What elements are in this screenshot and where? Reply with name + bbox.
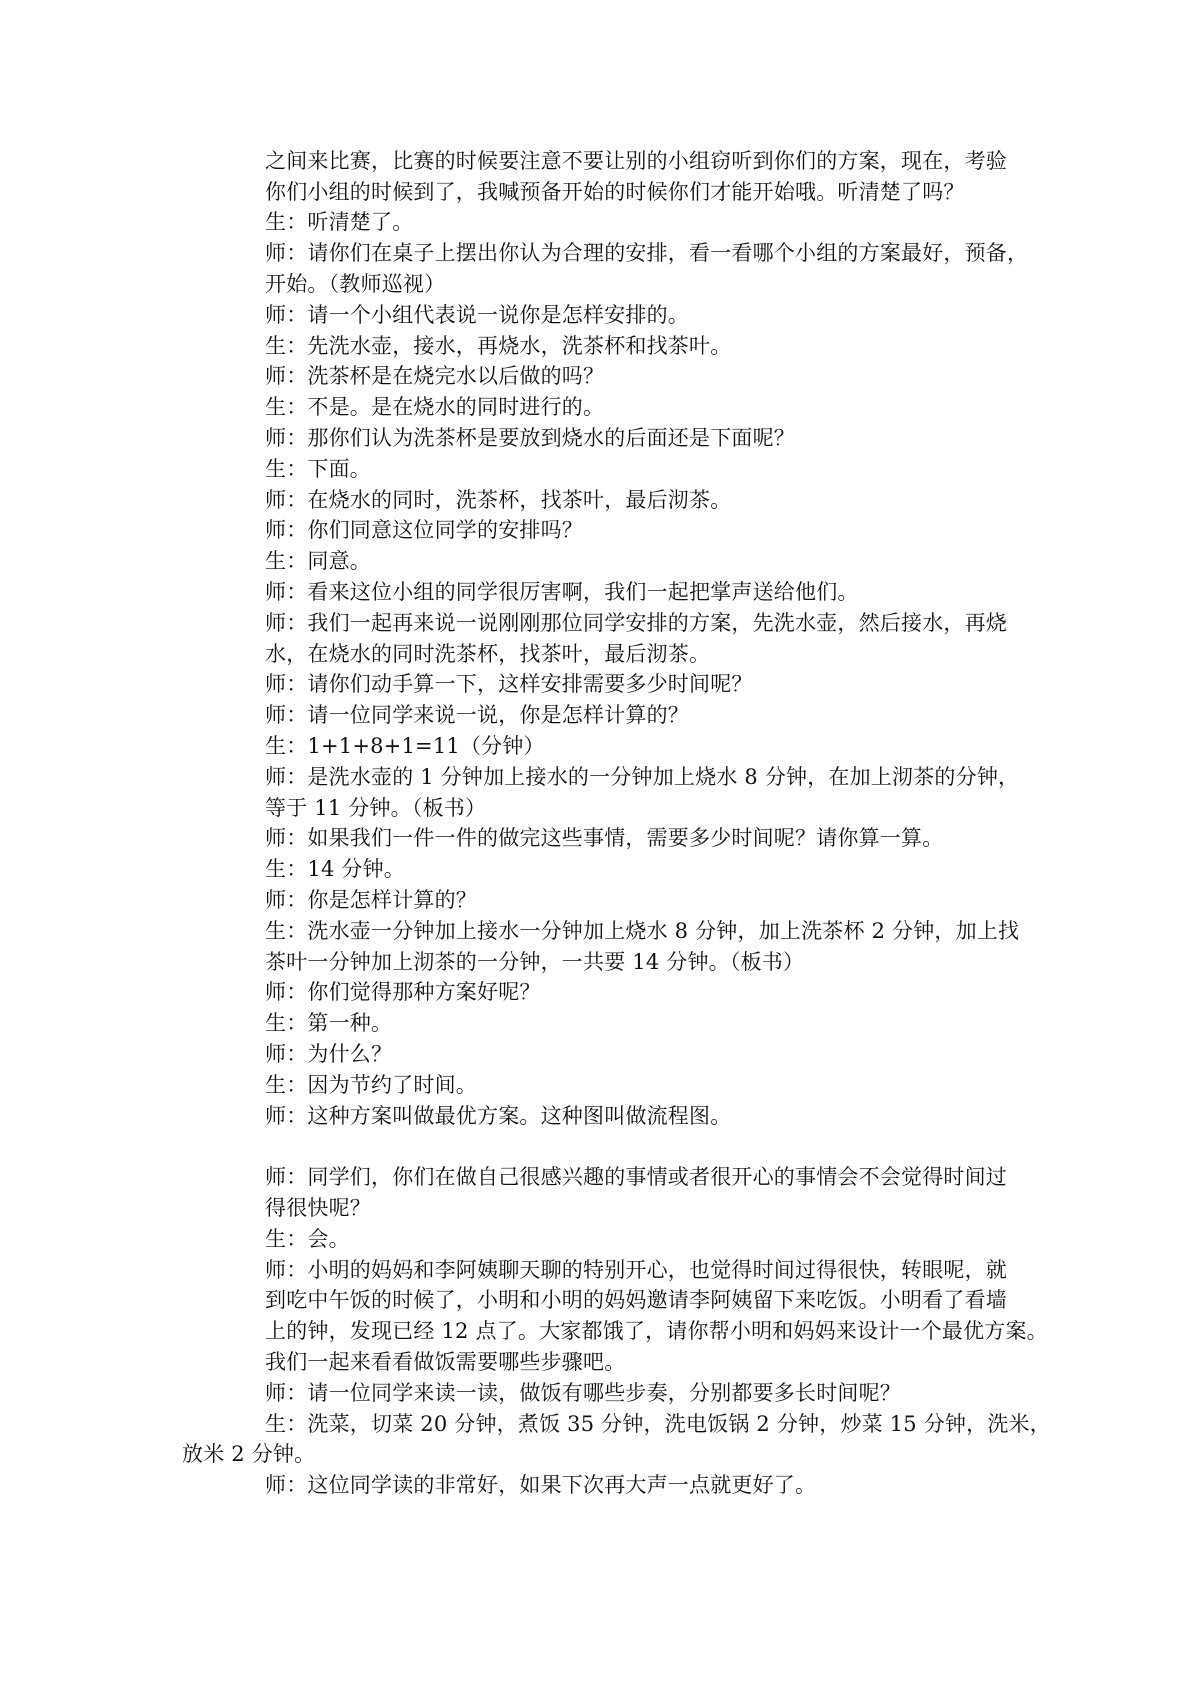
text-line: 生：洗水壶一分钟加上接水一分钟加上烧水 8 分钟，加上洗茶杯 2 分钟，加上找 <box>265 919 1020 943</box>
text-line: 师：洗茶杯是在烧完水以后做的吗？ <box>265 364 605 388</box>
text-line: 师：你们觉得那种方案好呢？ <box>265 980 541 1004</box>
text-line: 师：为什么？ <box>265 1042 393 1066</box>
text-line: 开始。（教师巡视） <box>265 272 446 296</box>
text-line: 生：听清楚了。 <box>265 210 414 234</box>
text-line: 师：请你们动手算一下，这样安排需要多少时间呢？ <box>265 672 753 696</box>
text-line: 师：如果我们一件一件的做完这些事情，需要多少时间呢？请你算一算。 <box>265 826 944 850</box>
text-line: 师：是洗水壶的 1 分钟加上接水的一分钟加上烧水 8 分钟，在加上沏茶的分钟， <box>265 765 1020 789</box>
text-line: 师：那你们认为洗茶杯是要放到烧水的后面还是下面呢？ <box>265 426 795 450</box>
text-line: 生：下面。 <box>265 457 371 481</box>
text-line: 师：请一个小组代表说一说你是怎样安排的。 <box>265 303 689 327</box>
text-line: 我们一起来看看做饭需要哪些步骤吧。 <box>265 1350 626 1374</box>
text-line: 生：1+1+8+1=11（分钟） <box>265 734 545 758</box>
text-line: 师：请你们在桌子上摆出你认为合理的安排，看一看哪个小组的方案最好，预备， <box>265 241 1029 265</box>
text-line: 师：你们同意这位同学的安排吗？ <box>265 518 583 542</box>
text-line: 师：在烧水的同时，洗茶杯，找茶叶，最后沏茶。 <box>265 488 732 512</box>
text-line: 生：第一种。 <box>265 1011 393 1035</box>
text-line: 生：先洗水壶，接水，再烧水，洗茶杯和找茶叶。 <box>265 334 732 358</box>
text-line: 师：请一位同学来说一说，你是怎样计算的？ <box>265 703 689 727</box>
text-line: 生：因为节约了时间。 <box>265 1073 477 1097</box>
text-line: 到吃中午饭的时候了，小明和小明的妈妈邀请李阿姨留下来吃饭。小明看了看墙 <box>265 1288 1007 1312</box>
text-line: 师：请一位同学来读一读，做饭有哪些步奏，分别都要多长时间呢？ <box>265 1381 901 1405</box>
text-line: 师：看来这位小组的同学很厉害啊，我们一起把掌声送给他们。 <box>265 580 859 604</box>
text-line: 茶叶一分钟加上沏茶的一分钟，一共要 14 分钟。（板书） <box>265 950 805 974</box>
text-line: 得很快呢？ <box>265 1196 371 1220</box>
text-line: 师：你是怎样计算的？ <box>265 888 477 912</box>
text-line: 生：同意。 <box>265 549 371 573</box>
text-line: 师：这位同学读的非常好，如果下次再大声一点就更好了。 <box>265 1473 817 1497</box>
text-line: 之间来比赛，比赛的时候要注意不要让别的小组窃听到你们的方案，现在，考验 <box>265 149 1007 173</box>
text-line: 生：会。 <box>265 1227 350 1251</box>
text-line: 师：这种方案叫做最优方案。这种图叫做流程图。 <box>265 1104 732 1128</box>
text-line: 放米 2 分钟。 <box>182 1442 316 1466</box>
text-line: 水，在烧水的同时洗茶杯，找茶叶，最后沏茶。 <box>265 642 711 666</box>
text-line: 上的钟，发现已经 12 点了。大家都饿了，请你帮小明和妈妈来设计一个最优方案。 <box>265 1319 1048 1343</box>
text-line: 生：不是。是在烧水的同时进行的。 <box>265 395 605 419</box>
text-line: 等于 11 分钟。（板书） <box>265 796 487 820</box>
text-line: 生：洗菜，切菜 20 分钟，煮饭 35 分钟，洗电饭锅 2 分钟，炒菜 15 分钟，洗米， <box>265 1412 1051 1436</box>
text-line: 师：我们一起再来说一说刚刚那位同学安排的方案，先洗水壶，然后接水，再烧 <box>265 611 1007 635</box>
text-line: 生：14 分钟。 <box>265 857 405 881</box>
text-line: 师：同学们，你们在做自己很感兴趣的事情或者很开心的事情会不会觉得时间过 <box>265 1165 1007 1189</box>
text-line: 师：小明的妈妈和李阿姨聊天聊的特别开心，也觉得时间过得很快，转眼呢，就 <box>265 1258 1007 1282</box>
text-line: 你们小组的时候到了，我喊预备开始的时候你们才能开始哦。听清楚了吗？ <box>265 180 965 204</box>
